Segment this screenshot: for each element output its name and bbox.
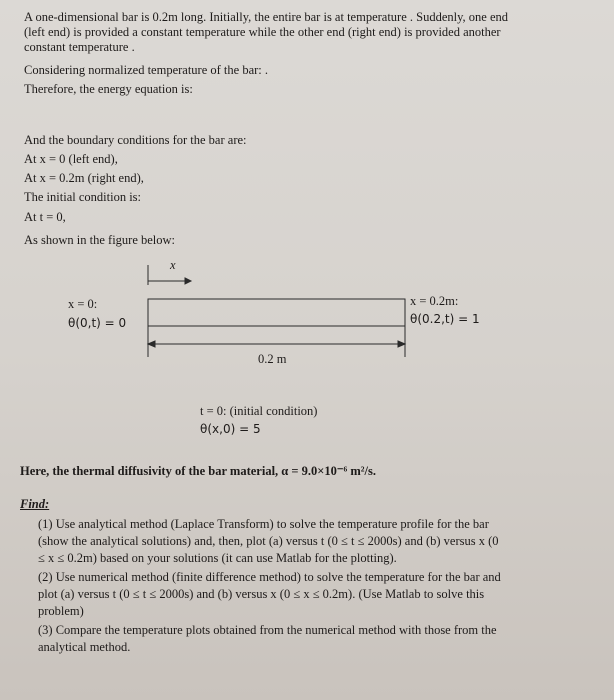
dim-arrow-right	[398, 341, 405, 347]
intro-line: (left end) is provided a constant temperature while the other end (right end) is provided another	[24, 25, 501, 39]
find-item-line: analytical method.	[38, 640, 131, 654]
therefore-text: Therefore, the energy equation is:	[24, 82, 193, 96]
intro-line: A one-dimensional bar is 0.2m long. Initially, the entire bar is at temperature . Suddenly, one end	[24, 10, 509, 24]
find-item-line: plot (a) versus t (0 ≤ t ≤ 2000s) and (b) versus x (0 ≤ x ≤ 0.2m). (Use Matlab to solve this	[38, 587, 485, 601]
axis-label-x: x	[170, 258, 176, 272]
diffusivity-text: Here, the thermal diffusivity of the bar material, α = 9.0×10⁻⁶ m²/s.	[20, 464, 376, 478]
bc-left: At x = 0 (left end),	[24, 152, 118, 166]
bc-heading: And the boundary conditions for the bar are:	[24, 133, 247, 147]
find-heading: Find:	[20, 497, 50, 511]
considering-text: Considering normalized temperature of the bar: .	[24, 63, 269, 77]
left-bc-label: x = 0:	[68, 297, 98, 311]
ic-heading: The initial condition is:	[24, 190, 141, 204]
dim-arrow-left	[148, 341, 155, 347]
length-label: 0.2 m	[258, 352, 287, 366]
initial-label: t = 0: (initial condition)	[200, 404, 318, 418]
figure-intro: As shown in the figure below:	[24, 233, 176, 247]
left-bc-value: θ(0,t) = 0	[68, 316, 127, 330]
find-item-line: problem)	[38, 604, 84, 618]
ic-at: At t = 0,	[24, 210, 66, 224]
find-item-line: (3) Compare the temperature plots obtained from the numerical method with those from the	[38, 623, 497, 637]
bar-rectangle	[148, 299, 405, 326]
initial-value: θ(x,0) = 5	[200, 422, 261, 436]
find-item-line: (show the analytical solutions) and, then, plot (a) versus t (0 ≤ t ≤ 2000s) and (b) versus x (0	[38, 534, 499, 548]
arrow-head	[185, 278, 191, 284]
right-bc-label: x = 0.2m:	[410, 294, 459, 308]
right-bc-value: θ(0.2,t) = 1	[410, 312, 480, 326]
find-item-line: ≤ x ≤ 0.2m) based on your solutions (it can use Matlab for the plotting).	[38, 551, 397, 565]
intro-line: constant temperature .	[24, 40, 135, 54]
find-item-line: (1) Use analytical method (Laplace Transform) to solve the temperature profile for the bar	[38, 517, 489, 531]
find-item-line: (2) Use numerical method (finite difference method) to solve the temperature for the bar and	[38, 570, 501, 584]
bc-right: At x = 0.2m (right end),	[24, 171, 144, 185]
